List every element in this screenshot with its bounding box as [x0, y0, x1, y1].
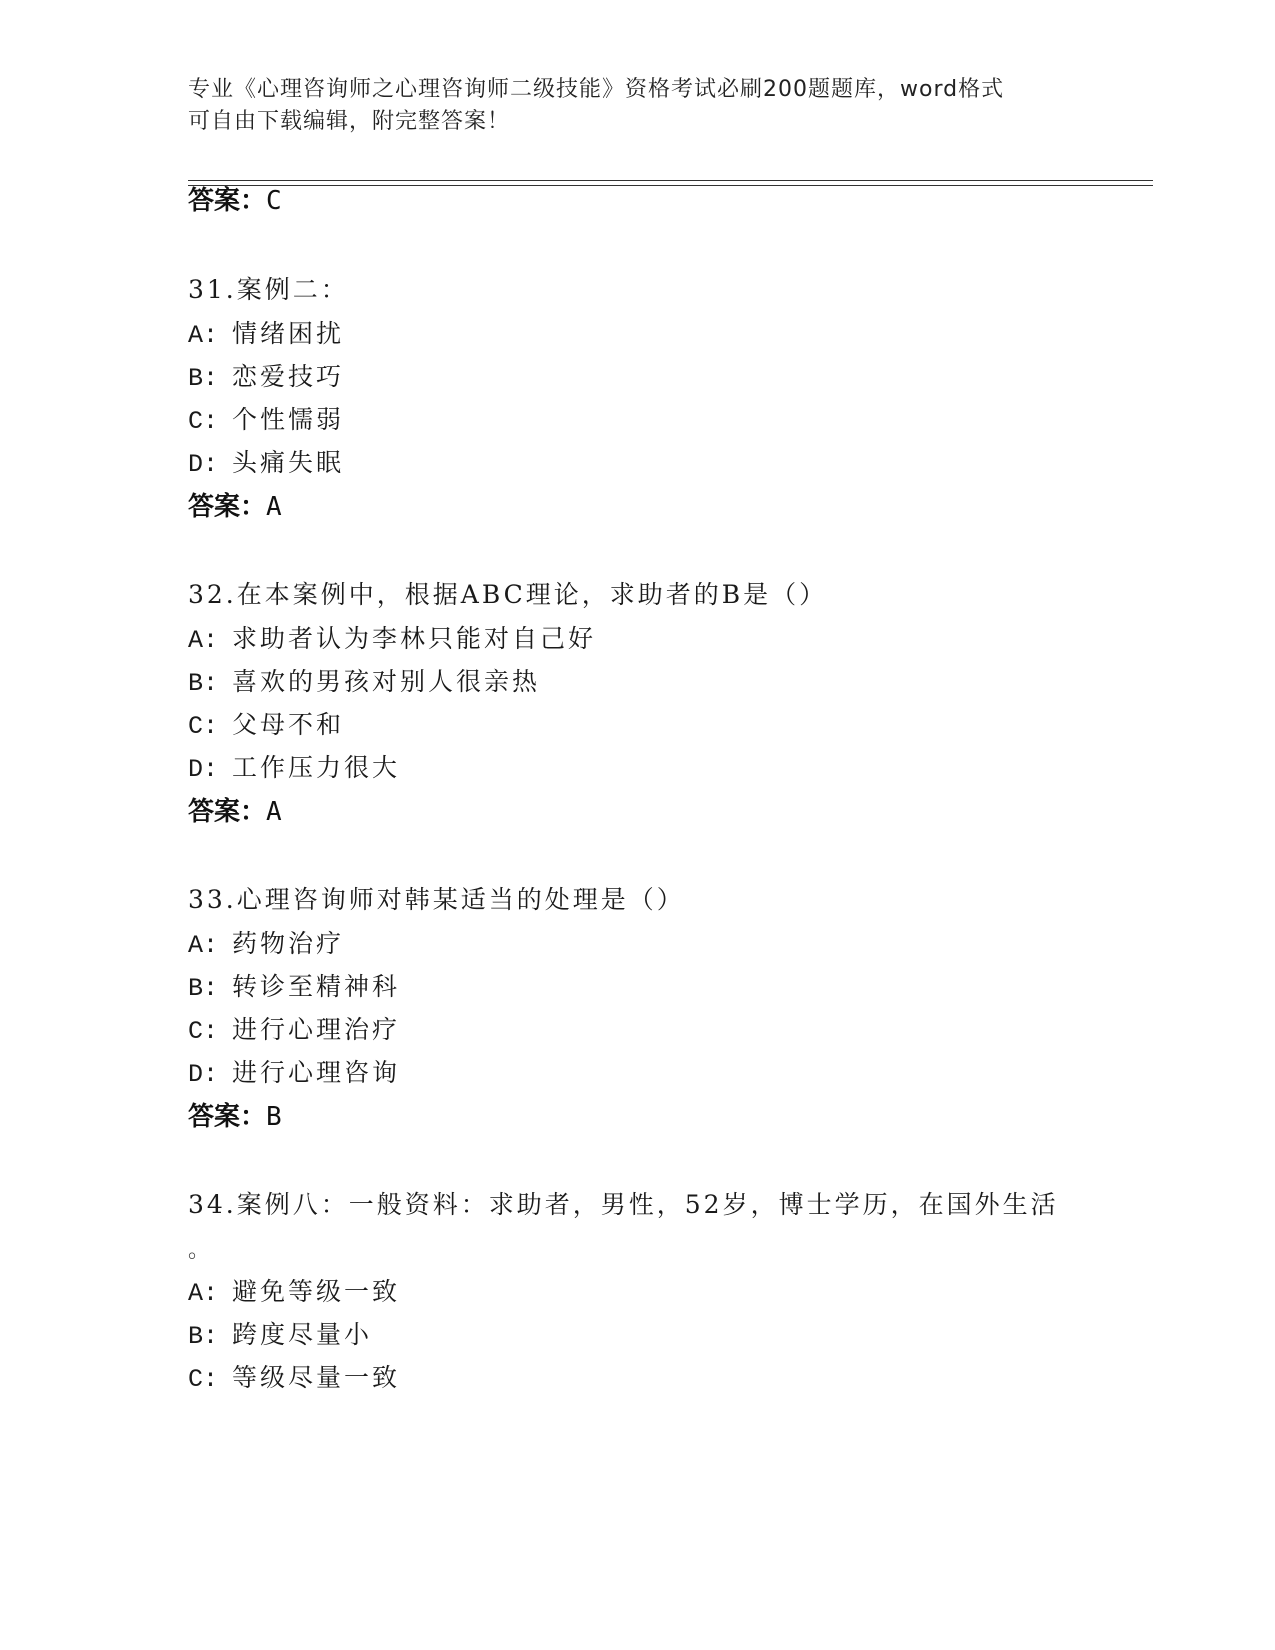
option-key: D: [188, 1060, 219, 1089]
question-34-option-b [188, 1318, 372, 1354]
option-text: 恋爱技巧 [232, 362, 345, 391]
header-line-1: 专业《心理咨询师之心理咨询师二级技能》资格考试必刷200题题库，word格式 [188, 77, 1005, 102]
option-key: D: [188, 450, 219, 479]
question-31-option-c [188, 403, 344, 439]
question-34-continuation: 。 [188, 1238, 211, 1263]
option-text: 药物治疗 [232, 929, 345, 958]
option-key: A: [188, 1279, 219, 1308]
option-key: C: [188, 1017, 219, 1046]
option-text: 避免等级一致 [232, 1277, 401, 1306]
option-text: 头痛失眠 [232, 448, 345, 477]
option-key: C: [188, 712, 219, 741]
header-line-2: 可自由下载编辑，附完整答案！ [188, 109, 511, 134]
header-rule-top [188, 180, 1153, 181]
question-31-option-d [188, 446, 344, 482]
option-text: 跨度尽量小 [232, 1320, 373, 1349]
question-33-option-d [188, 1056, 400, 1092]
question-31-option-b [188, 360, 344, 396]
answer-value: B [266, 1102, 282, 1132]
question-32-option-a [188, 622, 596, 658]
answer-line-prev [188, 184, 282, 218]
header-rule-bottom [188, 185, 1153, 186]
answer-value: A [266, 797, 282, 827]
answer-value: A [266, 492, 282, 522]
question-33-option-b [188, 970, 400, 1006]
option-text: 转诊至精神科 [232, 972, 401, 1001]
question-33-option-a [188, 927, 344, 963]
option-text: 个性懦弱 [232, 405, 345, 434]
option-key: B: [188, 1322, 219, 1351]
option-key: C: [188, 1365, 219, 1394]
option-text: 求助者认为李林只能对自己好 [232, 624, 597, 653]
option-text: 喜欢的男孩对别人很亲热 [232, 667, 541, 696]
question-33-text: 33.心理咨询师对韩某适当的处理是（） [188, 885, 685, 914]
option-text: 进行心理治疗 [232, 1015, 401, 1044]
question-33-answer [188, 1100, 282, 1134]
option-key: B: [188, 669, 219, 698]
question-32-option-d [188, 751, 400, 787]
answer-label: 答案： [188, 1102, 267, 1132]
option-key: C: [188, 407, 219, 436]
option-key: A: [188, 931, 219, 960]
option-key: A: [188, 321, 219, 350]
question-32-answer [188, 795, 282, 829]
option-text: 等级尽量一致 [232, 1363, 401, 1392]
option-key: D: [188, 755, 219, 784]
option-text: 情绪困扰 [232, 319, 345, 348]
answer-label: 答案： [188, 797, 267, 827]
option-text: 父母不和 [232, 710, 345, 739]
option-text: 进行心理咨询 [232, 1058, 401, 1087]
option-key: B: [188, 974, 219, 1003]
question-31-text: 31.案例二： [188, 275, 349, 304]
question-32-option-b [188, 665, 540, 701]
question-34-text: 34.案例八：一般资料：求助者，男性，52岁，博士学历，在国外生活 [188, 1190, 1059, 1219]
page-header [188, 74, 1088, 138]
question-32-option-c [188, 708, 344, 744]
question-34-option-c [188, 1361, 400, 1397]
option-key: A: [188, 626, 219, 655]
question-32-text: 32.在本案例中，根据ABC理论，求助者的B是（） [188, 580, 828, 609]
answer-label: 答案： [188, 492, 267, 522]
option-key: B: [188, 364, 219, 393]
question-31-option-a [188, 317, 344, 353]
question-33-option-c [188, 1013, 400, 1049]
question-34-option-a [188, 1275, 400, 1311]
answer-label: 答案： [188, 186, 267, 216]
answer-value: C [266, 186, 282, 216]
question-31-answer [188, 490, 282, 524]
option-text: 工作压力很大 [232, 753, 401, 782]
